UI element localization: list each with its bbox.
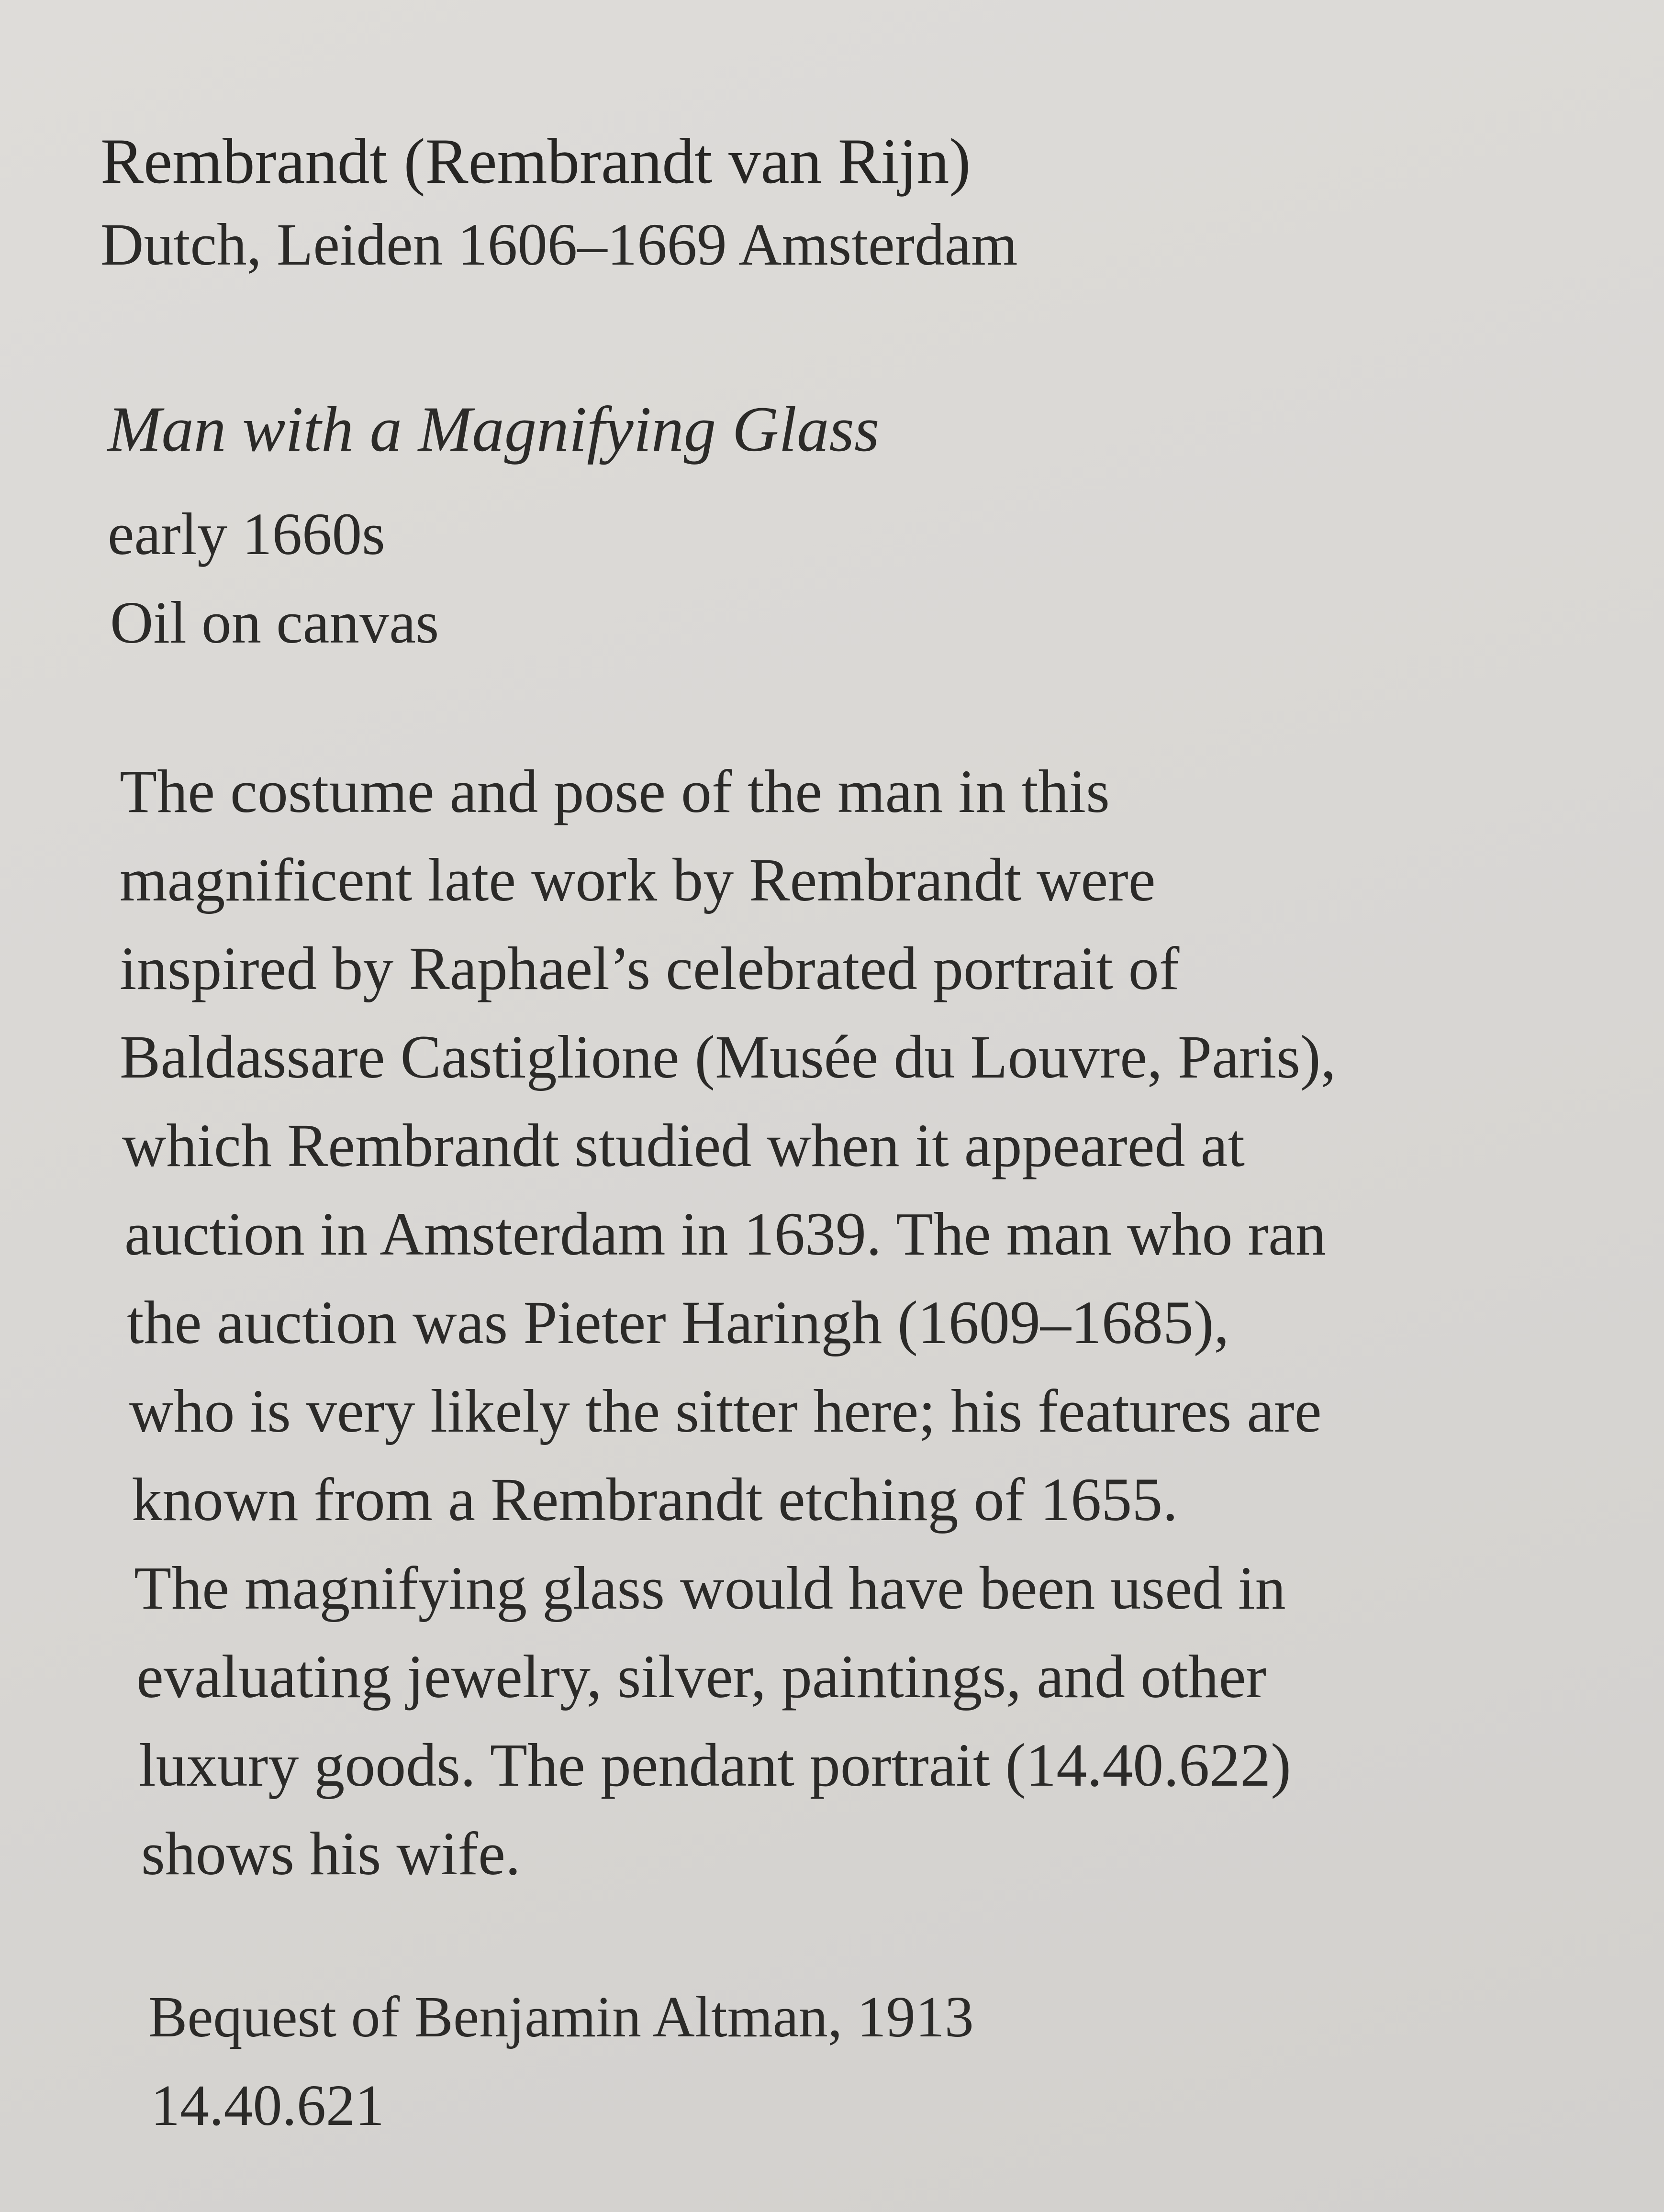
description-line: Baldassare Castiglione (Musée du Louvre, Paris), — [120, 1023, 1336, 1091]
artwork-medium: Oil on canvas — [110, 590, 439, 656]
description-line: evaluating jewelry, silver, paintings, and other — [136, 1643, 1266, 1711]
description-line: which Rembrandt studied when it appeared at — [122, 1112, 1245, 1179]
description-line: inspired by Raphael’s celebrated portrait of — [120, 934, 1180, 1002]
description-line: auction in Amsterdam in 1639. The man who ran — [124, 1200, 1326, 1268]
description-line: The magnifying glass would have been used in — [134, 1554, 1286, 1622]
artist-nationality-dates: Dutch, Leiden 1606–1669 Amsterdam — [101, 212, 1018, 278]
description-line: known from a Rembrandt etching of 1655. — [132, 1466, 1178, 1534]
description-line: The costume and pose of the man in this — [120, 757, 1110, 825]
description-line: the auction was Pieter Haringh (1609–1685), — [127, 1289, 1229, 1356]
artist-name: Rembrandt (Rembrandt van Rijn) — [101, 126, 971, 197]
description-line: magnificent late work by Rembrandt were — [120, 846, 1156, 914]
artwork-title: Man with a Magnifying Glass — [108, 394, 880, 465]
description-line: shows his wife. — [141, 1820, 521, 1888]
description-line: luxury goods. The pendant portrait (14.40.622) — [139, 1731, 1291, 1799]
description-line: who is very likely the sitter here; his features are — [129, 1377, 1322, 1445]
accession-number: 14.40.621 — [151, 2073, 384, 2138]
credit-line: Bequest of Benjamin Altman, 1913 — [148, 1985, 974, 2049]
artwork-date: early 1660s — [108, 501, 385, 567]
